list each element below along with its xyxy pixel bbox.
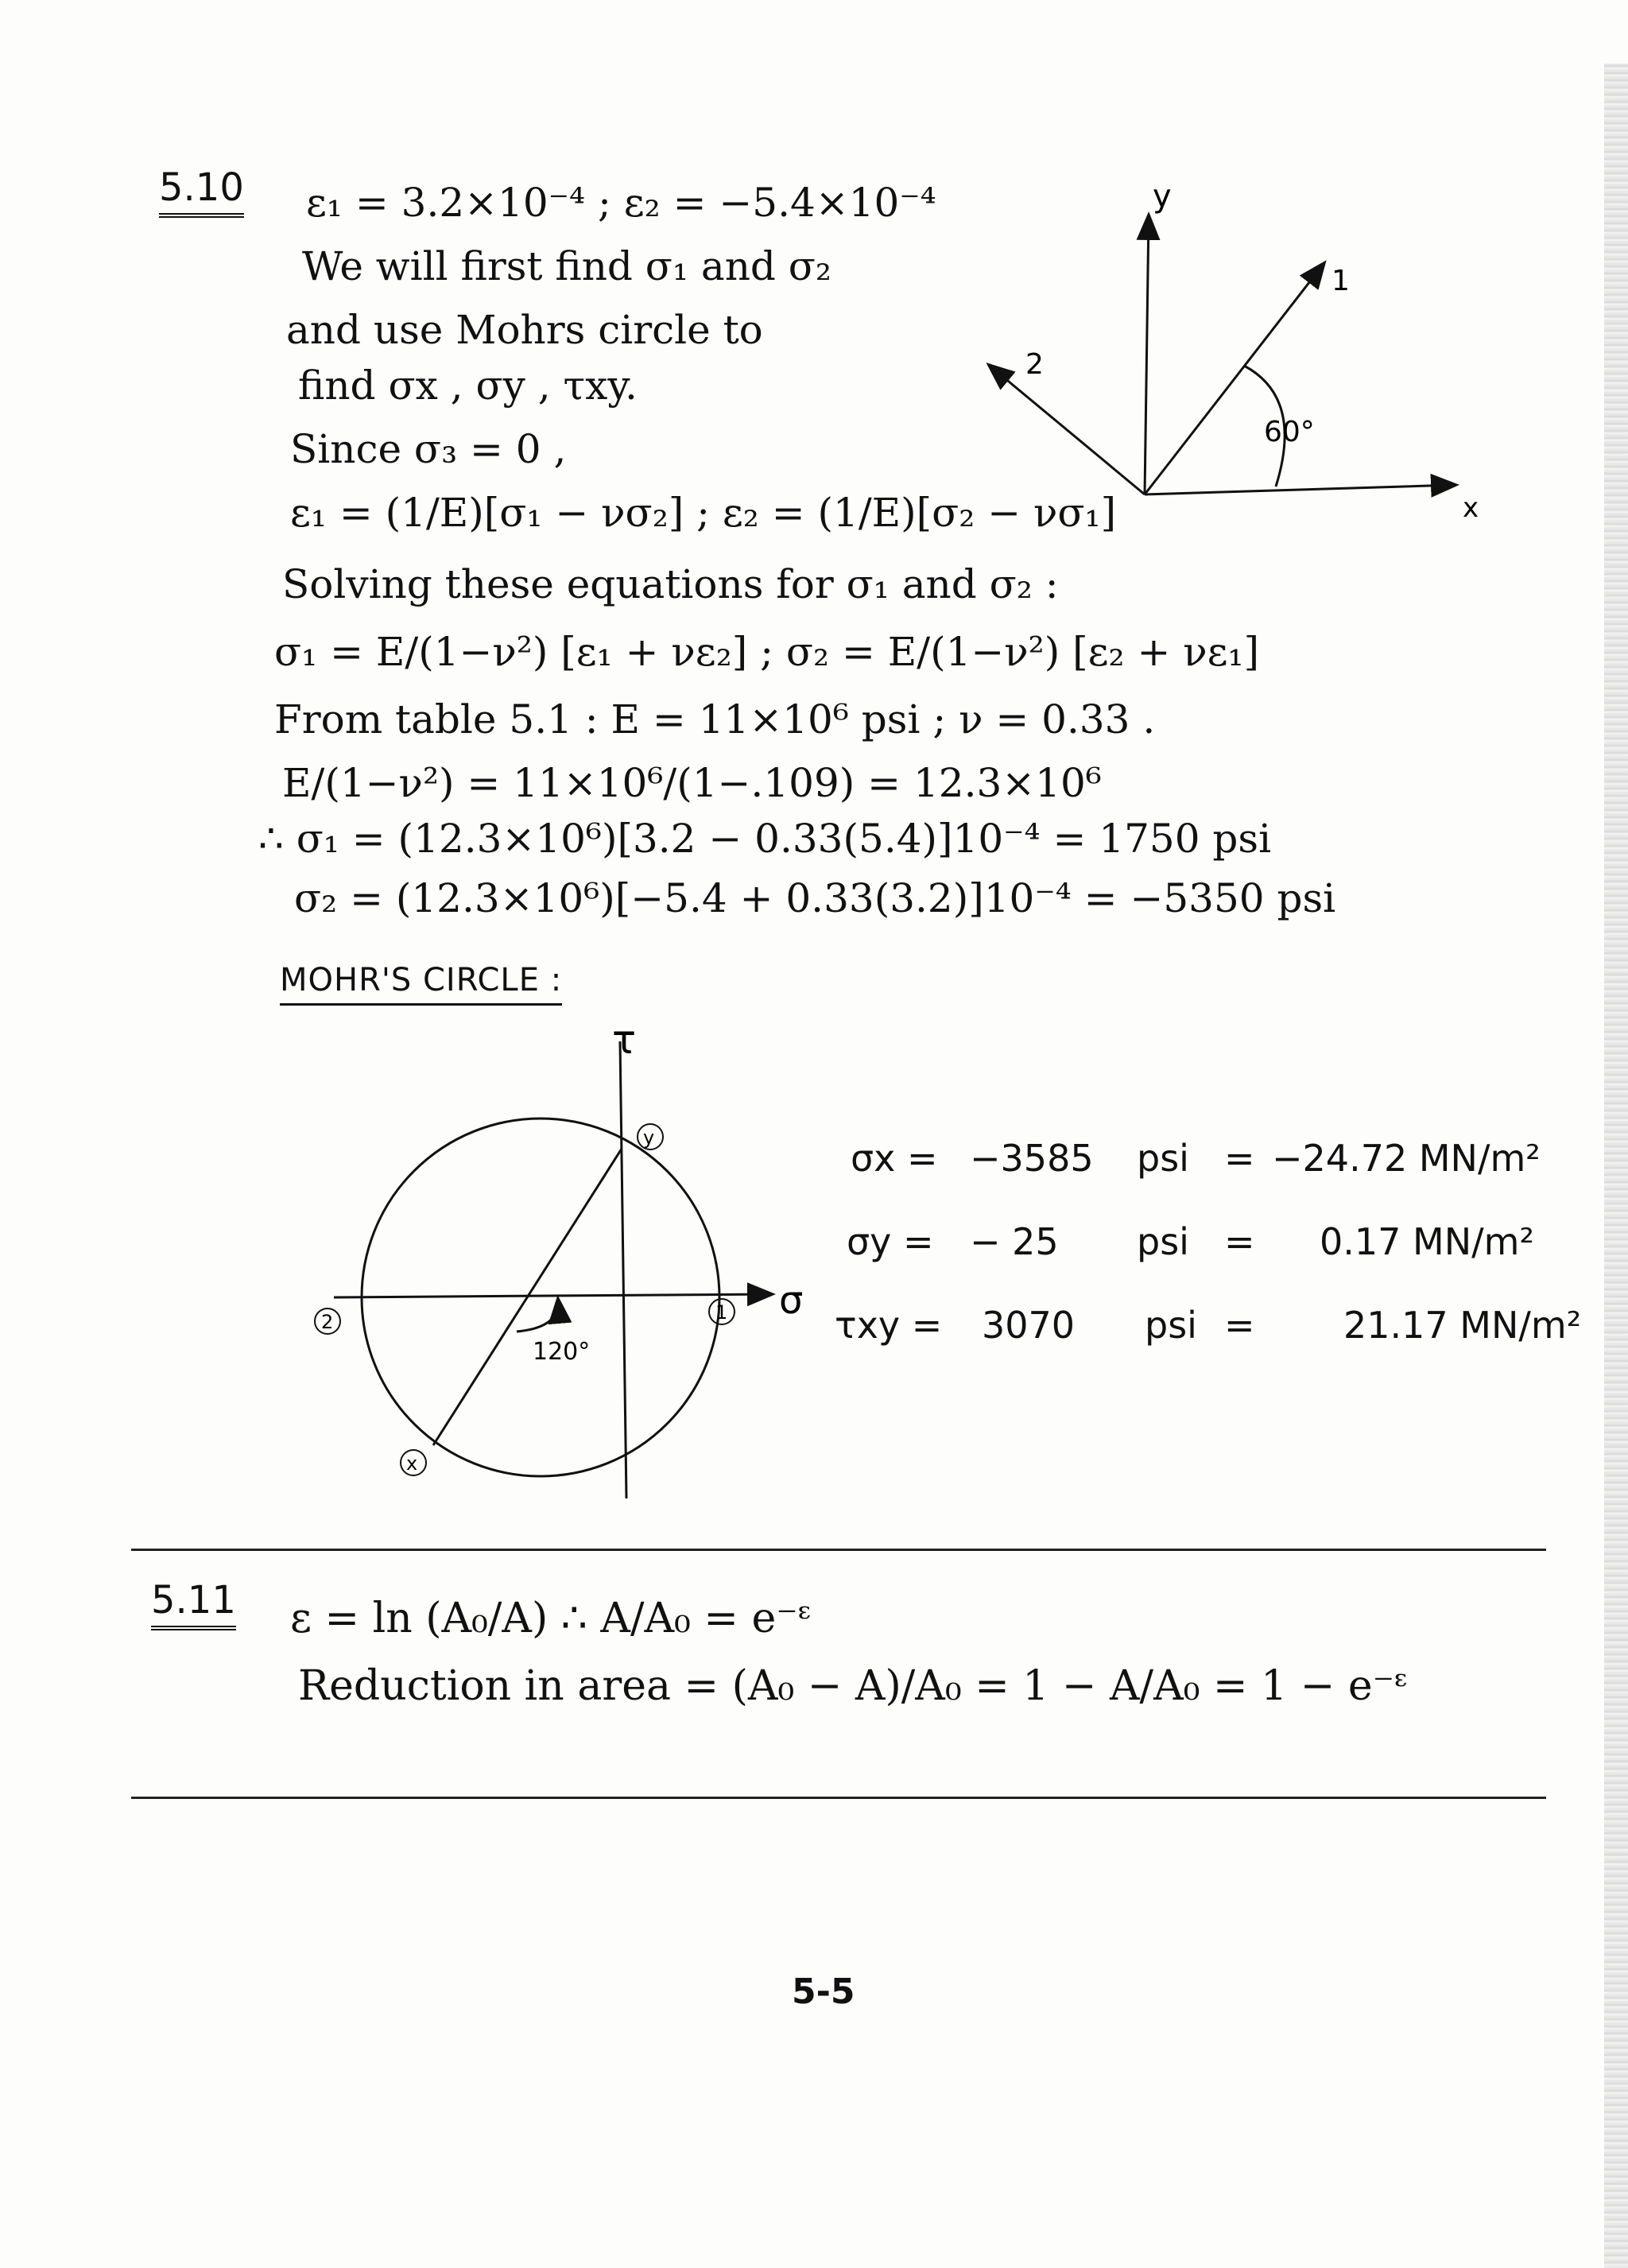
result-sigma-y-symbol: σy = (847, 1220, 934, 1263)
text-line-3: and use Mohrs circle to (286, 307, 763, 353)
text-line-7: Solving these equations for σ₁ and σ₂ : (282, 561, 1059, 607)
modulus-ratio-line: E/(1−ν²) = 11×10⁶/(1−.109) = 12.3×10⁶ (282, 760, 1102, 806)
result-sigma-x-si: −24.72 MN/m² (1272, 1137, 1541, 1180)
table-values-line: From table 5.1 : E = 11×10⁶ psi ; ν = 0.33 . (274, 696, 1156, 742)
tau-axis-label: τ (612, 1025, 637, 1063)
result-sigma-y-unit: psi (1137, 1220, 1189, 1263)
angle-120-label: 120° (533, 1338, 591, 1366)
mohrs-circle-diagram (302, 1025, 811, 1518)
result-sigma-y-psi: − 25 (970, 1220, 1059, 1263)
y-axis-label: y (1153, 183, 1172, 215)
result-sigma-x-eq: = (1224, 1137, 1255, 1180)
point-1-label: 1 (715, 1301, 728, 1324)
mohrs-circle-heading: MOHR'S CIRCLE : (280, 962, 562, 1006)
text-line-4: find σx , σy , τxy. (298, 362, 638, 409)
hooke-equations-line: ε₁ = (1/E)[σ₁ − νσ₂] ; ε₂ = (1/E)[σ₂ − νσ₁] (290, 490, 1117, 536)
problem-number-5-10: 5.10 (159, 165, 244, 218)
direction-2-label: 2 (1025, 348, 1044, 381)
x-axis-label: x (1463, 492, 1479, 524)
point-y-label: y (643, 1126, 655, 1149)
tau-axis (620, 1041, 626, 1498)
result-sigma-x-psi: −3585 (970, 1137, 1094, 1180)
result-tau-xy-psi: 3070 (982, 1304, 1076, 1347)
sigma2-result-line: σ₂ = (12.3×10⁶)[−5.4 + 0.33(3.2)]10⁻⁴ = −5350 psi (294, 875, 1336, 921)
strain-values-line: ε₁ = 3.2×10⁻⁴ ; ε₂ = −5.4×10⁻⁴ (306, 180, 936, 226)
point-2-label: 2 (321, 1311, 334, 1333)
sigma-axis-label: σ (779, 1278, 804, 1323)
result-tau-xy-eq: = (1224, 1304, 1255, 1347)
scan-edge-shadow (1604, 64, 1628, 2268)
x-axis (1145, 485, 1455, 494)
result-tau-xy-si: 21.17 MN/m² (1343, 1304, 1582, 1347)
principal-direction-1 (1145, 264, 1324, 494)
result-sigma-x-unit: psi (1137, 1137, 1189, 1180)
result-tau-xy-unit: psi (1145, 1304, 1197, 1347)
stress-equations-line: σ₁ = E/(1−ν²) [ε₁ + νε₂] ; σ₂ = E/(1−ν²) [ε₂ + νε₁] (274, 629, 1260, 675)
result-sigma-y-si: 0.17 MN/m² (1320, 1220, 1534, 1263)
text-line-2: We will first find σ₁ and σ₂ (302, 243, 831, 289)
y-axis (1145, 216, 1149, 494)
point-x-label: x (406, 1452, 418, 1475)
result-sigma-x-symbol: σx = (851, 1137, 938, 1180)
true-strain-line: ε = ln (A₀/A) ∴ A/A₀ = e⁻ᵋ (290, 1595, 812, 1642)
text-line-5: Since σ₃ = 0 , (290, 426, 567, 472)
direction-1-label: 1 (1331, 265, 1350, 297)
sigma1-result-line: ∴ σ₁ = (12.3×10⁶)[3.2 − 0.33(5.4)]10⁻⁴ = 1750 psi (258, 816, 1272, 862)
angle-60-label: 60° (1264, 416, 1315, 448)
divider-2 (131, 1797, 1546, 1799)
problem-number-5-11: 5.11 (151, 1578, 236, 1630)
principal-direction-2 (990, 366, 1145, 494)
principal-axes-diagram (970, 183, 1479, 533)
reduction-area-line: Reduction in area = (A₀ − A)/A₀ = 1 − A/A₀ = 1 − e⁻ᵋ (298, 1662, 1409, 1710)
page-number: 5-5 (792, 1971, 855, 2012)
divider-1 (131, 1549, 1546, 1551)
sigma-axis (334, 1294, 771, 1297)
result-sigma-y-eq: = (1224, 1220, 1255, 1263)
result-tau-xy-symbol: τxy = (835, 1304, 943, 1347)
